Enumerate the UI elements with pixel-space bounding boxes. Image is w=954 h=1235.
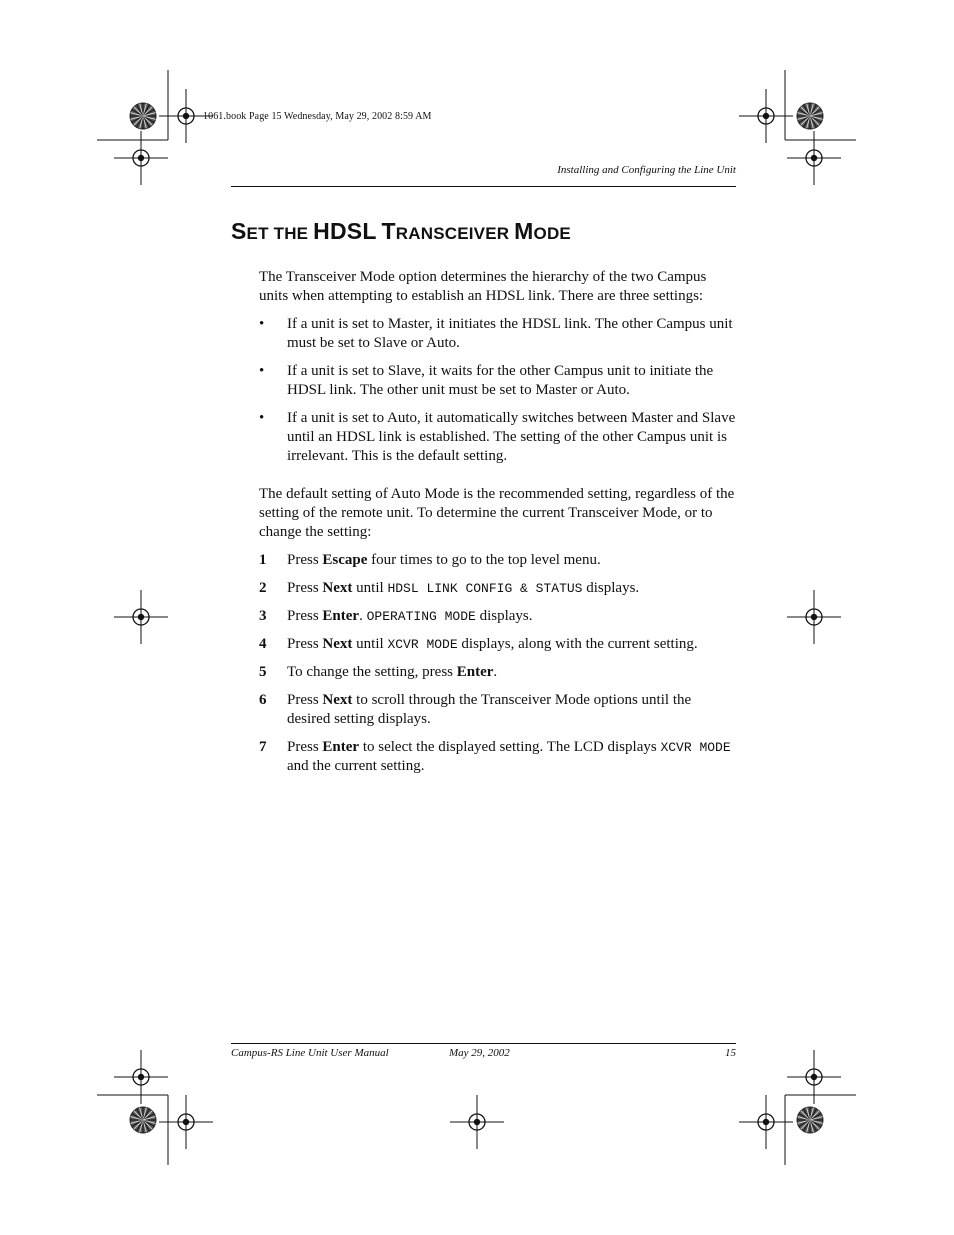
bullet-icon: • — [259, 363, 265, 379]
registration-target-dot — [811, 614, 817, 620]
bullet-icon: • — [259, 410, 265, 426]
footer-page-number: 15 — [725, 1047, 736, 1059]
step-3: 3 Press Enter. OPERATING MODE displays. — [259, 608, 533, 624]
registration-target-dot — [474, 1119, 480, 1125]
registration-target-dot — [763, 1119, 769, 1125]
footer-manual-title: Campus-RS Line Unit User Manual — [231, 1047, 389, 1059]
procedure-step-list — [259, 551, 737, 776]
registration-target-dot — [138, 614, 144, 620]
bullet-item-master: • If a unit is set to Master, it initiates the HDSL link. The other Campus unit must be set to Slave or Auto. — [259, 316, 733, 351]
registration-target-dot — [183, 113, 189, 119]
body-content — [259, 268, 737, 785]
settings-bullet-list — [259, 315, 737, 466]
registration-target-dot — [183, 1119, 189, 1125]
intro-paragraph: The Transceiver Mode option determines the hierarchy of the two Campus units when attempting to establish an HDSL link. There are three settings: — [259, 269, 707, 304]
registration-target-dot — [763, 113, 769, 119]
header-rule — [231, 186, 736, 187]
bullet-item-auto: • If a unit is set to Auto, it automatically switches between Master and Slave until an HDSL link is established. The setting of the other Campus unit is irrelevant. This is the default setting. — [259, 410, 736, 464]
footer-rule — [231, 1043, 736, 1044]
step-5: 5 To change the setting, press Enter. — [259, 664, 498, 680]
footer-date: May 29, 2002 — [449, 1047, 510, 1059]
bullet-icon: • — [259, 316, 265, 332]
registration-target-dot — [811, 1074, 817, 1080]
section-title: SET THE HDSL TRANSCEIVER MODE — [231, 218, 571, 244]
registration-target-dot — [138, 155, 144, 161]
step-6: 6 Press Next to scroll through the Transceiver Mode options until the desired setting displays. — [259, 692, 692, 727]
step-1: 1 Press Escape four times to go to the top level menu. — [259, 552, 601, 568]
book-slug-line: 1061.book Page 15 Wednesday, May 29, 2002 8:59 AM — [203, 111, 432, 122]
running-head: Installing and Configuring the Line Unit — [557, 164, 736, 176]
procedure-intro-paragraph: The default setting of Auto Mode is the recommended setting, regardless of the setting of the remote unit. To determine the current Transceiver Mode, or to change the setting: — [259, 486, 735, 540]
step-7: 7 Press Enter to select the displayed setting. The LCD displays XCVR MODE and the current setting. — [259, 739, 731, 774]
step-2: 2 Press Next until HDSL LINK CONFIG & STATUS displays. — [259, 580, 640, 596]
registration-target-dot — [811, 155, 817, 161]
registration-target-dot — [138, 1074, 144, 1080]
bullet-item-slave: • If a unit is set to Slave, it waits for the other Campus unit to initiate the HDSL link. The other unit must be set to Master or Auto. — [259, 363, 714, 398]
step-4: 4 Press Next until XCVR MODE displays, along with the current setting. — [259, 636, 698, 652]
